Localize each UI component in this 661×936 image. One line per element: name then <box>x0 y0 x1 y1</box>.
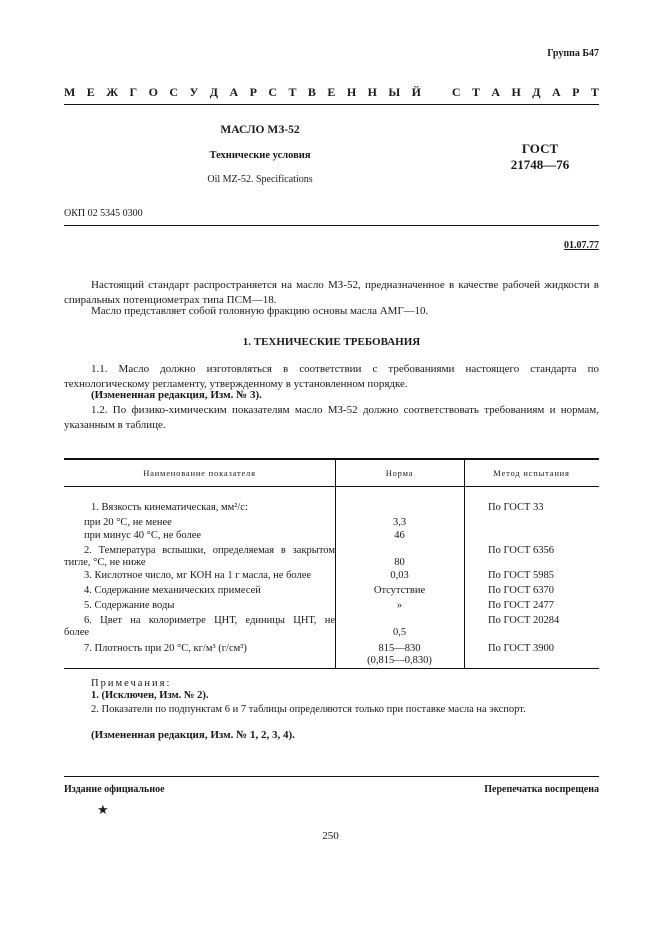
header-letter: Д <box>209 85 219 99</box>
section-paragraph: 1.2. По физико-химическим показателям масло МЗ-52 должно соответствовать требованиям и нормам, указанным в таблице. <box>64 404 599 431</box>
header-letter: В <box>307 85 316 99</box>
gost-number: 21748—76 <box>510 157 570 172</box>
table-cell-name: 6. Цвет на колориметре ЦНТ, единицы ЦНТ, не <box>84 615 335 626</box>
header-letter: Р <box>572 85 580 99</box>
table-cell-name: при 20 °С, не менее <box>84 517 172 528</box>
table-cell-method: По ГОСТ 20284 <box>488 615 560 626</box>
okp-rule <box>64 225 599 226</box>
header-letter: А <box>229 85 239 99</box>
table-bottom-rule <box>64 668 599 669</box>
header-letter: С <box>169 85 179 99</box>
product-name: МАСЛО МЗ-52 <box>220 124 300 136</box>
header-letter: Е <box>327 85 336 99</box>
section-title: 1. ТЕХНИЧЕСКИЕ ТРЕБОВАНИЯ <box>242 336 421 348</box>
header-letter: У <box>189 85 199 99</box>
table-cell-norm: 0,03 <box>390 570 409 581</box>
note-item: 1. (Исключен, Изм. № 2). <box>91 690 209 701</box>
header-letter: Р <box>249 85 257 99</box>
column-header: Норма <box>385 468 414 478</box>
table-cell-name: 2. Температура вспышки, определяемая в закрытом <box>84 545 335 556</box>
table-cell-name: 5. Содержание воды <box>84 600 175 611</box>
table-cell-method: По ГОСТ 5985 <box>488 570 555 581</box>
table-cell-norm: 0,5 <box>392 627 407 638</box>
header-letter: Е <box>86 85 95 99</box>
gost-label: ГОСТ <box>521 141 559 156</box>
header-letter: Т <box>288 85 297 99</box>
table-divider <box>464 459 465 668</box>
revision-note: (Измененная редакция, Изм. № 1, 2, 3, 4). <box>91 729 295 741</box>
table-cell-name: 3. Кислотное число, мг КОН на 1 г масла, не более <box>84 570 312 581</box>
table-cell-name: более <box>64 627 90 638</box>
table-cell-norm: 3,3 <box>392 517 407 528</box>
table-cell-name: при минус 40 °С, не более <box>84 530 202 541</box>
header-letter: О <box>148 85 158 99</box>
standard-header <box>64 85 599 100</box>
header-letter: Ж <box>106 85 119 99</box>
column-header: Наименование показателя <box>143 468 256 478</box>
header-letter: Н <box>367 85 377 99</box>
header-letter: Н <box>511 85 521 99</box>
revision-note: (Измененная редакция, Изм. № 3). <box>91 389 262 401</box>
footer-right: Перепечатка воспрещена <box>484 784 599 795</box>
table-cell-norm: 80 <box>394 557 405 568</box>
intro-paragraph: Масло представляет собой головную фракцию основы масла АМГ—10. <box>91 305 429 317</box>
star-icon: ★ <box>97 802 109 817</box>
table-cell-method: По ГОСТ 6356 <box>488 545 555 556</box>
column-header: Метод испытания <box>493 468 570 478</box>
section-paragraph: 1.1. Масло должно изготовляться в соответствии с требованиями настоящего стандарта по технологическому регламенту, утвержденному в установленном порядке. <box>64 363 599 390</box>
footer-rule <box>64 776 599 777</box>
effective-date: 01.07.77 <box>564 240 599 251</box>
header-letter: Г <box>129 85 138 99</box>
table-header-rule <box>64 486 599 487</box>
header-rule <box>64 104 599 105</box>
header-letter: С <box>268 85 278 99</box>
page-number: 250 <box>322 830 339 842</box>
okp-code: ОКП 02 5345 0300 <box>64 208 143 219</box>
table-cell-norm: Отсутствие <box>373 585 426 596</box>
english-title: Oil MZ-52. Specifications <box>207 174 313 185</box>
table-cell-name: 7. Плотность при 20 °С, кг/м³ (г/см³) <box>84 643 247 654</box>
header-letter: Й <box>411 85 421 99</box>
intro-paragraph: Настоящий стандарт распространяется на масло МЗ-52, предназначенное в качестве рабочей жидкости в спиральных потенциометрах типа ПСМ—18. <box>64 279 599 306</box>
header-letter: Д <box>532 85 541 99</box>
table-cell-method: По ГОСТ 33 <box>488 502 544 513</box>
header-letter: Т <box>590 85 599 99</box>
table-cell-norm: (0,815—0,830) <box>367 655 432 666</box>
table-top-rule <box>64 458 599 460</box>
header-letter: А <box>491 85 501 99</box>
table-cell-method: По ГОСТ 3900 <box>488 643 555 654</box>
note-item: 2. Показатели по подпунктам 6 и 7 таблицы определяются только при поставке масла на экспорт. <box>91 704 526 715</box>
header-letter: Ы <box>388 85 401 99</box>
table-cell-method: По ГОСТ 2477 <box>488 600 555 611</box>
notes-title: Примечания: <box>91 678 172 689</box>
header-letter: Н <box>346 85 357 99</box>
footer-left: Издание официальное <box>64 784 165 795</box>
table-cell-norm: 46 <box>394 530 405 541</box>
header-letter: С <box>451 85 461 99</box>
table-cell-name: 1. Вязкость кинематическая, мм²/с: <box>91 502 248 513</box>
header-letter: М <box>64 85 76 99</box>
table-cell-name: тигле, °С, не ниже <box>64 557 146 568</box>
table-cell-method: По ГОСТ 6370 <box>488 585 555 596</box>
document-subtitle: Технические условия <box>209 150 311 161</box>
group-label: Группа Б47 <box>547 48 599 59</box>
header-gap <box>432 85 440 100</box>
table-cell-norm: » <box>396 600 403 611</box>
header-letter: Т <box>471 85 480 99</box>
header-letter: А <box>551 85 561 99</box>
table-cell-name: 4. Содержание механических примесей <box>84 585 261 596</box>
table-cell-norm: 815—830 <box>378 643 421 654</box>
